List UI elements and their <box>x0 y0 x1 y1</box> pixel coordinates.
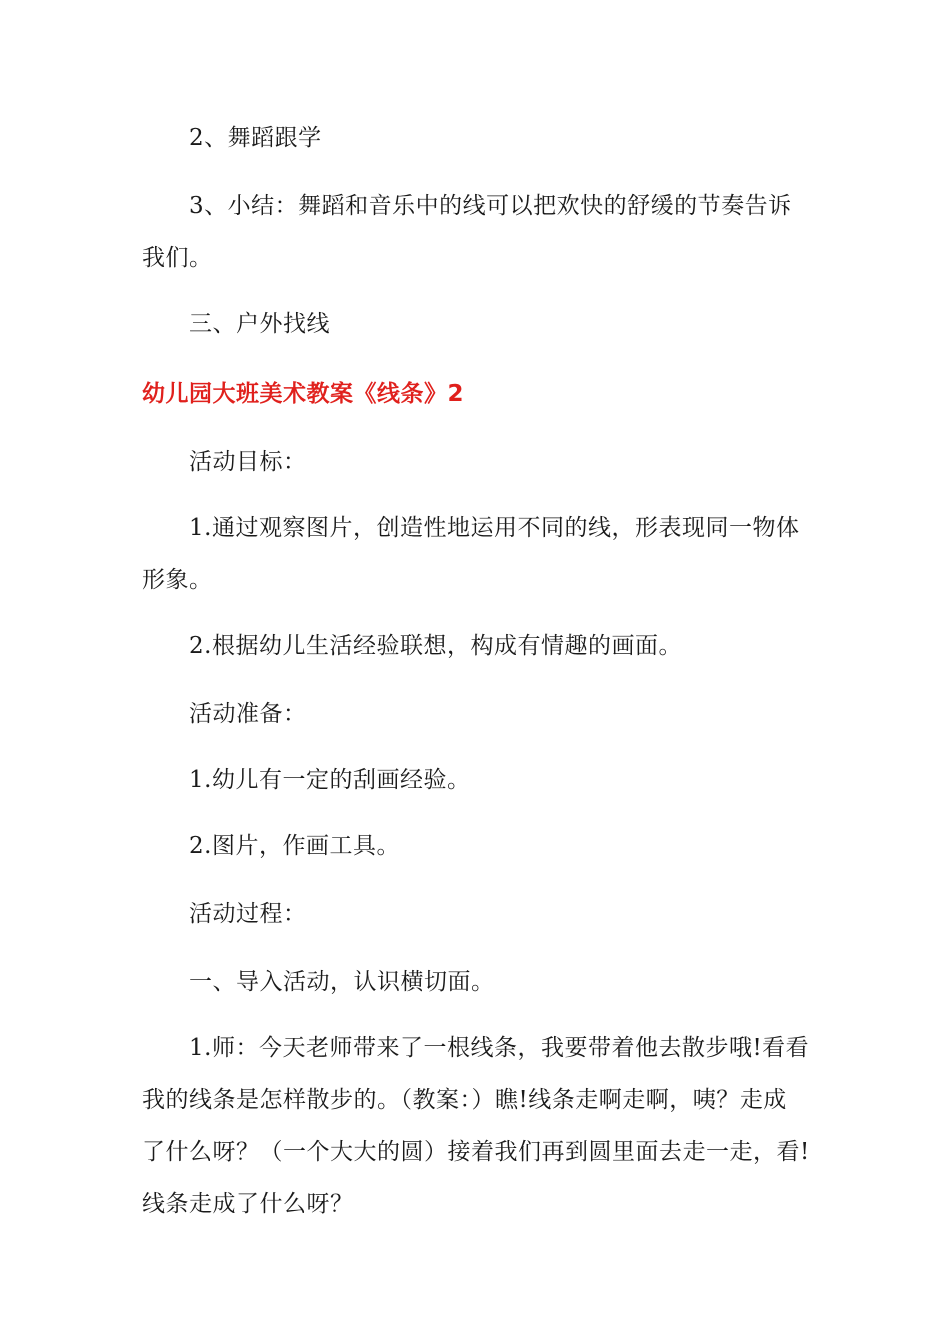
paragraph-prep-label: 活动准备： <box>189 701 307 727</box>
paragraph-prep-2: 2.图片，作画工具。 <box>189 833 400 859</box>
paragraph-prep-1: 1.幼儿有一定的刮画经验。 <box>189 767 471 793</box>
paragraph-goals-label: 活动目标： <box>189 449 307 475</box>
paragraph-goal-1: 1.通过观察图片，创造性地运用不同的线，形表现同一物体形象。 <box>142 515 800 593</box>
paragraph-summary: 3、小结：舞蹈和音乐中的线可以把欢快的舒缓的节奏告诉我们。 <box>142 193 792 271</box>
paragraph-teacher-intro: 1.师：今天老师带来了一根线条，我要带着他去散步哦!看看我的线条是怎样散步的。（教案：）瞧!线条走啊走啊，咦？走成了什么呀？（一个大大的圆）接着我们再到圆里面去走一走，看!线条走成了什么呀？ <box>142 1035 810 1217</box>
paragraph-process-label: 活动过程： <box>189 901 307 927</box>
section-heading: 幼儿园大班美术教案《线条》2 <box>142 381 465 407</box>
paragraph-dance-follow: 2、舞蹈跟学 <box>189 125 322 151</box>
paragraph-process-1: 一、导入活动，认识横切面。 <box>189 969 495 995</box>
paragraph-goal-2: 2.根据幼儿生活经验联想，构成有情趣的画面。 <box>189 633 682 659</box>
paragraph-outdoor: 三、户外找线 <box>189 311 330 337</box>
